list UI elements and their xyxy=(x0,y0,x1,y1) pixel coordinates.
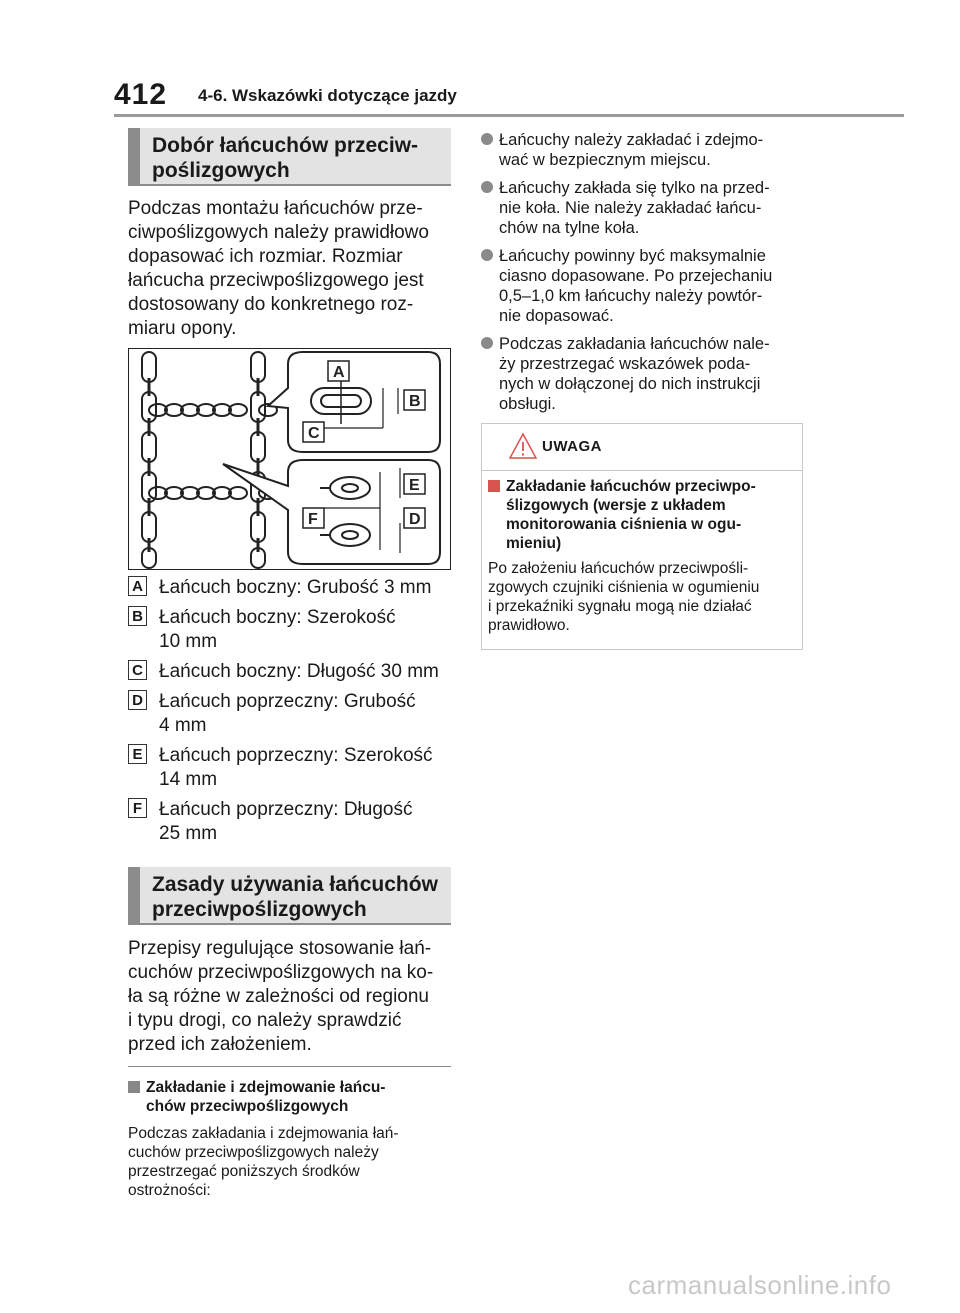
body-line: ostrożności: xyxy=(128,1182,211,1199)
bullet-line: obsługi. xyxy=(499,395,556,413)
legend-text: Łańcuch poprzeczny: Grubość xyxy=(159,691,416,712)
chain-illustration xyxy=(128,348,451,570)
section-title-line: Dobór łańcuchów przeciw- xyxy=(152,134,419,157)
warning-subheading xyxy=(488,477,796,553)
bullet-dot-icon xyxy=(481,181,493,193)
footer-watermark: carmanualsonline.info xyxy=(628,1270,892,1300)
legend-badge: E xyxy=(128,744,147,764)
precautions-list xyxy=(481,130,811,422)
bullet-line: ży przestrzegać wskazówek poda- xyxy=(499,355,751,373)
legend-item-d xyxy=(128,690,458,738)
body-line: dostosowany do konkretnego roz- xyxy=(128,294,414,315)
section-title-line: przeciwpoślizgowych xyxy=(152,898,367,921)
legend-text: Łańcuch poprzeczny: Długość xyxy=(159,799,413,820)
body-line: cuchów przeciwpoślizgowych należy xyxy=(128,1144,379,1161)
legend-item-e xyxy=(128,744,458,792)
body-line: przestrzegać poniższych środków xyxy=(128,1163,360,1180)
subsection-mounting xyxy=(128,1078,458,1200)
body-line: Po założeniu łańcuchów przeciwpośli- xyxy=(488,560,749,577)
warning-triangle-icon xyxy=(508,432,538,460)
body-line: Podczas zakładania i zdejmowania łań- xyxy=(128,1125,399,1142)
body-line: przed ich założeniem. xyxy=(128,1034,312,1055)
legend-item-a xyxy=(128,576,458,600)
bullet-line: Łańcuchy zakłada się tylko na przed- xyxy=(499,179,770,197)
subhead-line: mieniu) xyxy=(506,535,562,552)
subhead-line: Zakładanie i zdejmowanie łańcu- xyxy=(146,1079,386,1096)
body-line: Przepisy regulujące stosowanie łań- xyxy=(128,938,432,959)
body-line: Podczas montażu łańcuchów prze- xyxy=(128,198,423,219)
figure-label-d: D xyxy=(409,511,421,528)
body-line: ła są różne w zależności od regionu xyxy=(128,986,430,1007)
subsection-heading xyxy=(128,1078,458,1116)
legend-text: Łańcuch boczny: Długość 30 mm xyxy=(159,661,439,682)
figure-label-c: C xyxy=(308,425,320,442)
subhead-line: ślizgowych (wersje z układem xyxy=(506,497,726,514)
bullet-line: chów na tylne koła. xyxy=(499,219,640,237)
body-line: dopasować ich rozmiar. Rozmiar xyxy=(128,246,403,267)
square-bullet-icon xyxy=(488,480,500,492)
figure-label-e: E xyxy=(409,477,420,494)
list-item xyxy=(481,246,811,326)
section-title-chain-selection xyxy=(128,128,451,186)
legend-item-b xyxy=(128,606,458,654)
legend-badge: C xyxy=(128,660,147,680)
list-item xyxy=(481,334,811,414)
warning-header xyxy=(482,424,802,471)
legend-text: 10 mm xyxy=(159,631,218,652)
body-line: ciwpoślizgowych należy prawidłowo xyxy=(128,222,429,243)
body-line: i typu drogi, co należy sprawdzić xyxy=(128,1010,402,1031)
legend-badge: F xyxy=(128,798,147,818)
warning-content xyxy=(482,471,802,635)
bullet-dot-icon xyxy=(481,249,493,261)
figure-label-f: F xyxy=(308,511,318,528)
legend-item-c xyxy=(128,660,458,684)
legend-text: 14 mm xyxy=(159,769,218,790)
body-line: miaru opony. xyxy=(128,318,237,339)
chain-dimension-figure xyxy=(128,348,451,570)
subhead-line: chów przeciwpoślizgowych xyxy=(146,1098,349,1115)
warning-body xyxy=(488,559,796,635)
body-line: zgowych czujniki ciśnienia w ogumieniu xyxy=(488,579,760,596)
figure-label-a: A xyxy=(333,364,345,381)
legend-text: Łańcuch boczny: Szerokość xyxy=(159,607,396,628)
figure-label-b: B xyxy=(409,393,421,410)
section-title-line: poślizgowych xyxy=(152,159,290,182)
legend-text: Łańcuch boczny: Grubość 3 mm xyxy=(159,577,432,598)
section-title-line: Zasady używania łańcuchów xyxy=(152,873,438,896)
section-divider xyxy=(128,1066,451,1067)
section-title-usage-rules xyxy=(128,867,451,925)
bullet-line: 0,5–1,0 km łańcuchy należy powtór- xyxy=(499,287,763,305)
subhead-line: monitorowania ciśnienia w ogu- xyxy=(506,516,742,533)
section1-body xyxy=(128,197,458,341)
figure-legend xyxy=(128,576,458,846)
bullet-line: ciasno dopasowane. Po przejechaniu xyxy=(499,267,773,285)
bullet-line: nie dopasować. xyxy=(499,307,614,325)
bullet-dot-icon xyxy=(481,337,493,349)
list-item xyxy=(481,130,811,170)
section2-body xyxy=(128,937,458,1057)
bullet-line: wać w bezpiecznym miejscu. xyxy=(499,151,711,169)
legend-text: 25 mm xyxy=(159,823,218,844)
bullet-line: nych w dołączonej do nich instrukcji xyxy=(499,375,761,393)
warning-box xyxy=(481,423,803,650)
bullet-line: nie koła. Nie należy zakładać łańcu- xyxy=(499,199,762,217)
legend-badge: B xyxy=(128,606,147,626)
header-divider xyxy=(114,114,904,117)
bullet-line: Łańcuchy powinny być maksymalnie xyxy=(499,247,766,265)
running-header: 4-6. Wskazówki dotyczące jazdy xyxy=(198,86,457,105)
list-item xyxy=(481,178,811,238)
subhead-line: Zakładanie łańcuchów przeciwpo- xyxy=(506,478,756,495)
warning-title: UWAGA xyxy=(542,438,602,455)
legend-badge: A xyxy=(128,576,147,596)
bullet-dot-icon xyxy=(481,133,493,145)
page-number: 412 xyxy=(114,78,168,111)
legend-text: 4 mm xyxy=(159,715,207,736)
bullet-line: Łańcuchy należy zakładać i zdejmo- xyxy=(499,131,764,149)
body-line: i przekaźniki sygnału mogą nie działać xyxy=(488,598,752,615)
square-bullet-icon xyxy=(128,1081,140,1093)
legend-item-f xyxy=(128,798,458,846)
body-line: łańcucha przeciwpoślizgowego jest xyxy=(128,270,424,291)
legend-badge: D xyxy=(128,690,147,710)
subsection-body xyxy=(128,1124,458,1200)
body-line: prawidłowo. xyxy=(488,617,570,634)
legend-text: Łańcuch poprzeczny: Szerokość xyxy=(159,745,433,766)
bullet-line: Podczas zakładania łańcuchów nale- xyxy=(499,335,770,353)
body-line: cuchów przeciwpoślizgowych na ko- xyxy=(128,962,434,983)
